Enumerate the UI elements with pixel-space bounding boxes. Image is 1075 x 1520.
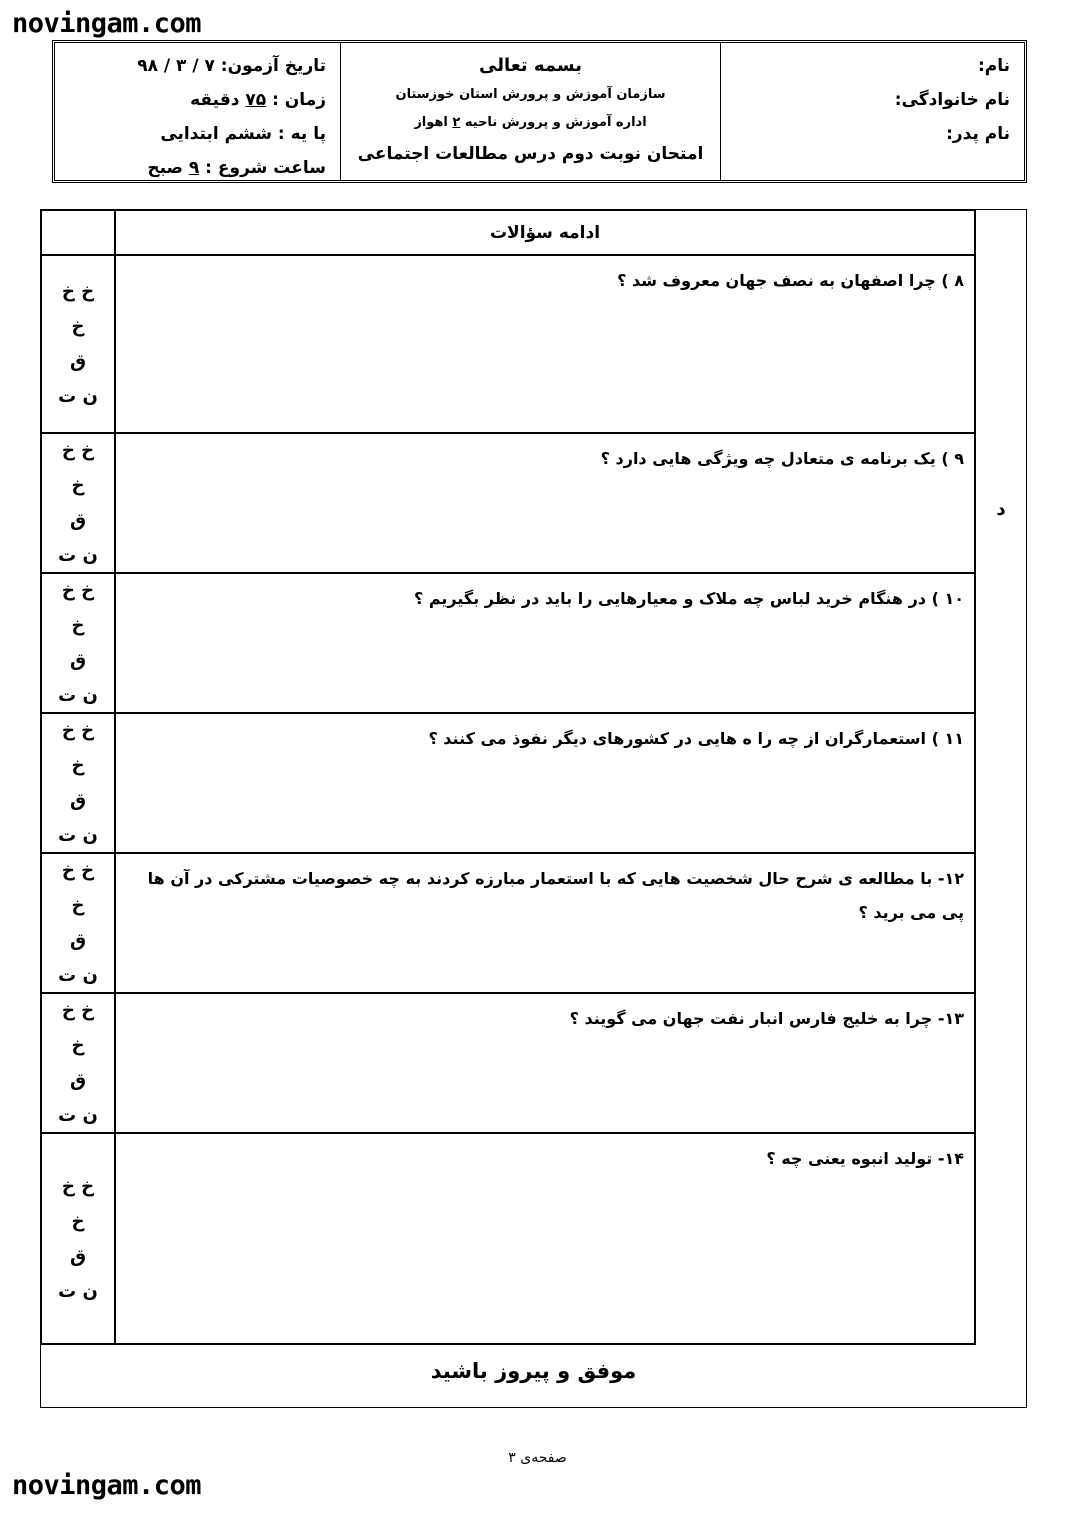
score-mark: ن ت bbox=[58, 386, 98, 407]
score-cell bbox=[42, 434, 116, 572]
score-mark: ن ت bbox=[58, 1105, 98, 1126]
score-mark: خ خ bbox=[61, 281, 95, 302]
date-label: تاریخ آزمون: bbox=[220, 56, 326, 76]
score-cell bbox=[42, 714, 116, 852]
exam-start bbox=[69, 151, 326, 185]
exam-duration bbox=[69, 83, 326, 117]
question-row bbox=[42, 714, 974, 854]
score-mark: ن ت bbox=[58, 825, 98, 846]
date-value: ۷ / ۳ / ۹۸ bbox=[137, 56, 215, 76]
exam-grade bbox=[69, 117, 326, 151]
exam-title: امتحان نوبت دوم درس مطالعات اجتماعی bbox=[357, 144, 704, 164]
exam-date bbox=[69, 49, 326, 83]
page-number: صفحه‌ی ۳ bbox=[508, 1450, 567, 1466]
score-mark: خ خ bbox=[61, 580, 95, 601]
table-title-row bbox=[42, 211, 974, 256]
section-letter: د bbox=[996, 499, 1006, 520]
question-row bbox=[42, 434, 974, 574]
question-text: ۱۰ ) در هنگام خرید لباس چه ملاک و معیارهایی را باید در نظر بگیریم ؟ bbox=[413, 589, 964, 608]
score-mark: خ bbox=[71, 755, 85, 776]
score-mark: خ bbox=[71, 475, 85, 496]
score-mark: ق bbox=[69, 1245, 87, 1267]
org-line-1: سازمان آموزش و پرورش استان خوزستان bbox=[395, 87, 666, 102]
question-text: ۸ ) چرا اصفهان به نصف جهان معروف شد ؟ bbox=[617, 271, 964, 290]
bismillah: بسمه تعالی bbox=[479, 55, 582, 76]
question-text: ۱۳- چرا به خلیج فارس انبار نفت جهان می گویند ؟ bbox=[569, 1009, 964, 1028]
score-mark: خ خ bbox=[61, 860, 95, 881]
section-title: ادامه سؤالات bbox=[489, 223, 601, 243]
family-label: نام خانوادگی: bbox=[894, 90, 1010, 110]
score-mark: ن ت bbox=[58, 685, 98, 706]
questions-table bbox=[40, 209, 976, 1345]
score-mark: خ bbox=[71, 1210, 85, 1232]
question-row bbox=[42, 1134, 974, 1343]
question-row bbox=[42, 574, 974, 714]
exam-title-block bbox=[340, 43, 720, 180]
score-cell bbox=[42, 854, 116, 992]
start-label: ساعت شروع : bbox=[205, 158, 326, 178]
score-mark: ق bbox=[69, 650, 87, 671]
district-number: ۲ bbox=[452, 115, 461, 130]
question-row bbox=[42, 256, 974, 434]
score-cell bbox=[42, 994, 116, 1132]
score-mark: خ bbox=[71, 1035, 85, 1056]
question-text: ۹ ) یک برنامه ی متعادل چه ویژگی هایی دارد ؟ bbox=[600, 449, 964, 468]
score-mark: ن ت bbox=[58, 545, 98, 566]
score-mark: ق bbox=[69, 510, 87, 531]
section-side-column bbox=[975, 209, 1027, 1345]
score-mark: خ خ bbox=[61, 1000, 95, 1021]
score-mark: خ خ bbox=[61, 720, 95, 741]
time-value: ۷۵ bbox=[245, 90, 267, 110]
score-mark: خ bbox=[71, 615, 85, 636]
score-header-cell bbox=[42, 211, 116, 254]
score-mark: ق bbox=[69, 790, 87, 811]
watermark-top: novingam.com bbox=[12, 8, 202, 39]
question-text: ۱۴- تولید انبوه یعنی چه ؟ bbox=[766, 1149, 964, 1168]
score-mark: خ خ bbox=[61, 1175, 95, 1197]
score-mark: ق bbox=[69, 351, 87, 372]
score-cell bbox=[42, 1134, 116, 1343]
score-mark: خ خ bbox=[61, 440, 95, 461]
org-line-2-suffix: اهواز bbox=[414, 115, 448, 130]
grade-value: ششم ابتدایی bbox=[160, 124, 272, 144]
start-value: ۹ bbox=[188, 158, 200, 178]
exam-info bbox=[55, 43, 340, 180]
score-mark: ق bbox=[69, 930, 87, 951]
exam-header bbox=[52, 40, 1027, 183]
closing-message: موفق و پیروز باشید bbox=[430, 1359, 637, 1383]
org-line-2-prefix: اداره آموزش و پرورش ناحیه bbox=[464, 115, 647, 130]
watermark-bottom: novingam.com bbox=[12, 1470, 202, 1501]
question-text: ۱۲- با مطالعه ی شرح حال شخصیت هایی که با استعمار مبارزه کردند به چه خصوصیات مشترکی در آن ها پی می برید ؟ bbox=[147, 869, 964, 922]
time-unit: دقیقه bbox=[190, 90, 240, 110]
father-label: نام پدر: bbox=[946, 124, 1010, 144]
score-mark: خ bbox=[71, 316, 85, 337]
score-mark: ن ت bbox=[58, 965, 98, 986]
time-label: زمان : bbox=[272, 90, 326, 110]
score-cell bbox=[42, 574, 116, 712]
start-unit: صبح bbox=[147, 158, 183, 178]
score-mark: خ bbox=[71, 895, 85, 916]
name-label: نام: bbox=[977, 56, 1010, 76]
score-cell bbox=[42, 256, 116, 432]
question-text: ۱۱ ) استعمارگران از چه را ه هایی در کشورهای دیگر نفوذ می کنند ؟ bbox=[428, 729, 964, 748]
score-mark: ن ت bbox=[58, 1280, 98, 1302]
question-row bbox=[42, 994, 974, 1134]
score-mark: ق bbox=[69, 1070, 87, 1091]
question-row bbox=[42, 854, 974, 994]
student-info bbox=[720, 43, 1024, 180]
grade-label: پا یه : bbox=[277, 124, 326, 144]
org-line-2 bbox=[341, 109, 720, 137]
